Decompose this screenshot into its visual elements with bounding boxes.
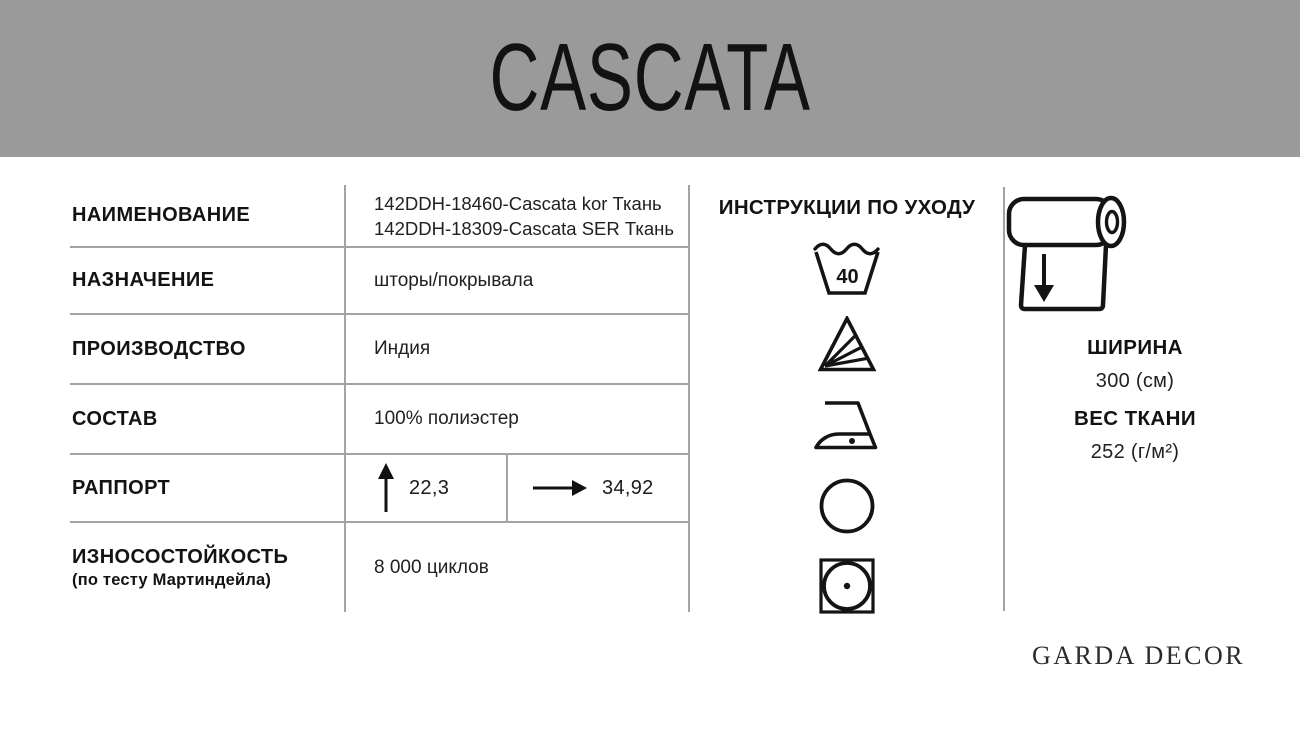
iron-one-dot-icon — [812, 399, 882, 451]
row-label: НАИМЕНОВАНИЕ — [72, 204, 251, 226]
bleach-triangle-icon — [818, 316, 876, 372]
article-line-2: 142DDH-18309-Cascata SER Ткань — [374, 217, 675, 239]
table-row-composition — [70, 385, 690, 455]
rapport-vertical-value: 22,3 — [409, 476, 450, 499]
durability-label: ИЗНОСОСТОЙКОСТЬ — [72, 545, 289, 568]
row-label: ПРОИЗВОДСТВО — [72, 337, 246, 360]
table-row-production — [70, 315, 690, 385]
row-value — [344, 455, 690, 521]
wash-temperature: 40 — [836, 266, 859, 288]
header-band — [0, 0, 1300, 157]
wash-40-icon — [811, 239, 883, 296]
rapport-horizontal-value: 34,92 — [602, 476, 654, 499]
table-row-name — [70, 185, 690, 248]
row-value: 100% полиэстер — [374, 408, 519, 429]
row-value — [344, 185, 690, 246]
row-value: 8 000 циклов — [374, 556, 489, 578]
fabric-roll-width-icon — [1004, 190, 1266, 316]
care-icons-list — [690, 239, 1004, 615]
row-label: СОСТАВ — [72, 407, 158, 430]
weight-value: 252 (г/м²) — [1090, 441, 1180, 463]
arrow-up-icon — [377, 462, 395, 514]
care-section-title: ИНСТРУКЦИИ ПО УХОДУ — [718, 196, 976, 219]
row-label — [70, 523, 344, 612]
rapport-vertical-cell — [344, 455, 508, 521]
row-value: Индия — [374, 338, 431, 359]
arrow-right-icon — [532, 479, 588, 497]
table-column-divider — [344, 185, 346, 612]
width-value: 300 (см) — [1095, 370, 1175, 392]
row-label: РАППОРТ — [72, 476, 171, 499]
table-row-durability — [70, 523, 690, 612]
article-line-1: 142DDH-18460-Cascata kor Ткань — [374, 192, 662, 214]
durability-sublabel: (по тесту Мартиндейла) — [72, 570, 272, 589]
row-value: шторы/покрывала — [374, 269, 534, 291]
width-label: ШИРИНА — [1087, 336, 1183, 359]
page-title: CASCATA — [489, 24, 811, 131]
brand-logo: GARDA DECOR — [1032, 641, 1246, 670]
rapport-horizontal-cell — [508, 455, 690, 521]
row-label: НАЗНАЧЕНИЕ — [72, 269, 215, 291]
tumble-dry-one-dot-icon — [818, 557, 876, 615]
specs-section — [1004, 190, 1266, 464]
table-row-purpose — [70, 248, 690, 315]
spec-table — [70, 185, 690, 612]
table-row-rapport — [70, 455, 690, 523]
weight-label: ВЕС ТКАНИ — [1074, 407, 1196, 430]
dry-clean-circle-icon — [819, 478, 875, 534]
